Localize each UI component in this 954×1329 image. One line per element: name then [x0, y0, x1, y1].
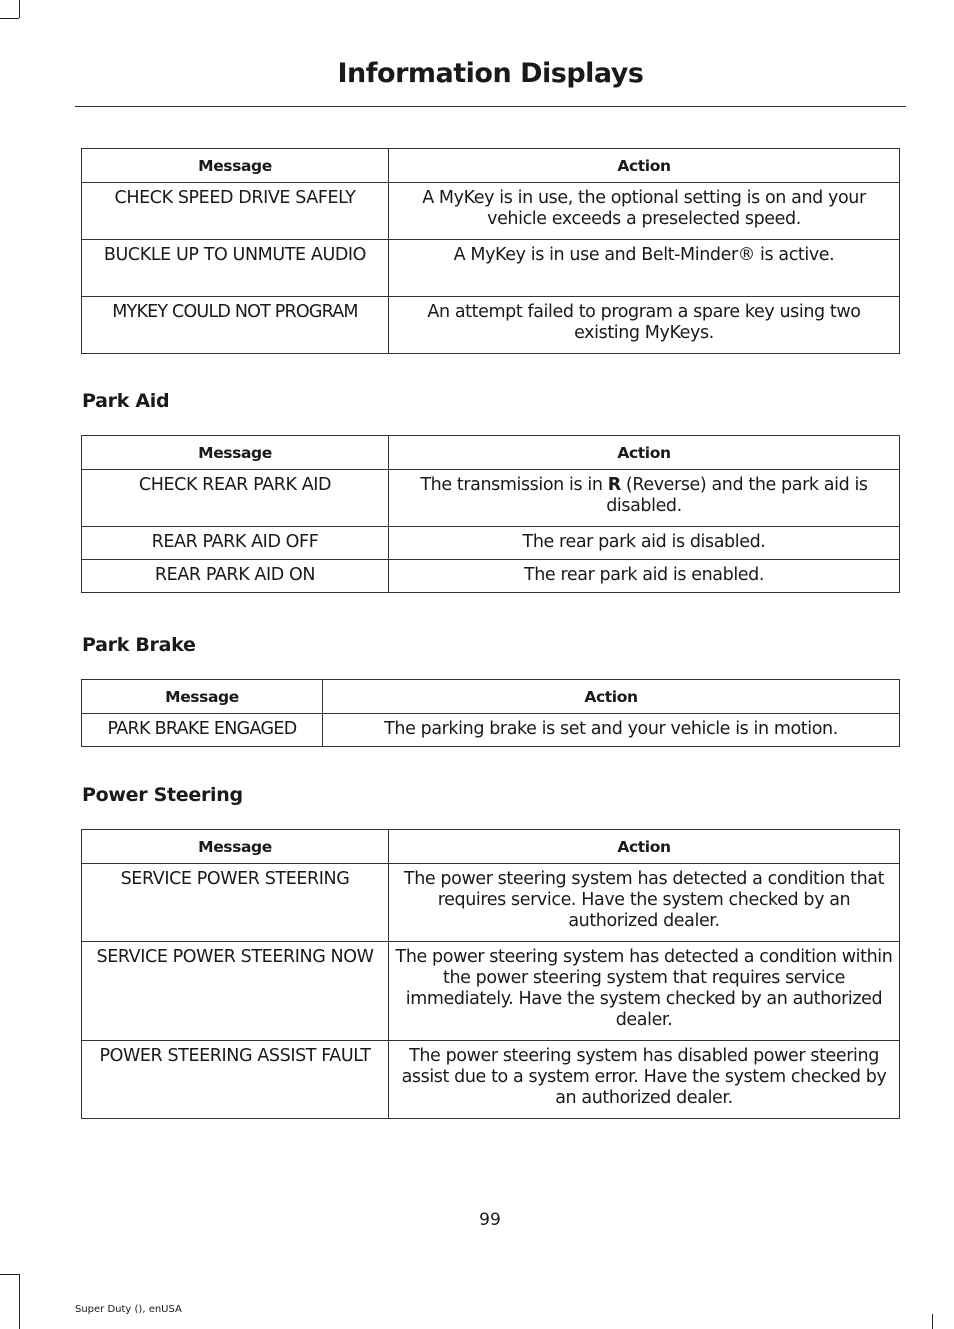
table-row: [82, 714, 900, 747]
action-cell: The power steering system has detected a condition within the power steering system that requires service immediately. Have the system checked by an authorized dealer.: [389, 942, 900, 1041]
table-row: [82, 527, 900, 560]
message-cell: MYKEY COULD NOT PROGRAM: [82, 297, 389, 354]
column-header-message: Message: [82, 680, 323, 714]
message-cell: CHECK SPEED DRIVE SAFELY: [82, 183, 389, 240]
message-cell: SERVICE POWER STEERING NOW: [82, 942, 389, 1041]
header-divider: [75, 106, 906, 107]
table-row: [82, 183, 900, 240]
action-cell: A MyKey is in use, the optional setting is on and your vehicle exceeds a preselected speed.: [389, 183, 900, 240]
page-title: Information Displays: [337, 58, 644, 89]
message-cell: POWER STEERING ASSIST FAULT: [82, 1041, 389, 1119]
message-cell: SERVICE POWER STEERING: [82, 864, 389, 942]
action-cell: The power steering system has disabled power steering assist due to a system error. Have the system checked by an authorized dealer.: [389, 1041, 900, 1119]
action-cell: The transmission is in R (Reverse) and the park aid is disabled.: [389, 470, 900, 527]
column-header-action: Action: [389, 149, 900, 183]
mykey-messages-table: [81, 148, 900, 354]
table-row: [82, 942, 900, 1041]
action-cell: The parking brake is set and your vehicle is in motion.: [323, 714, 900, 747]
table-row: [82, 240, 900, 297]
park-brake-table: [81, 679, 900, 747]
action-cell: The rear park aid is disabled.: [389, 527, 900, 560]
column-header-message: Message: [82, 830, 389, 864]
column-header-action: Action: [389, 830, 900, 864]
table-row: [82, 864, 900, 942]
crop-mark: [932, 1314, 933, 1329]
table-header-row: [82, 149, 900, 183]
power-steering-table: [81, 829, 900, 1119]
table-row: [82, 470, 900, 527]
column-header-message: Message: [82, 436, 389, 470]
park-aid-table: [81, 435, 900, 593]
section-title-park-aid: Park Aid: [82, 390, 170, 412]
footer-text: Super Duty (), enUSA: [75, 1304, 182, 1315]
crop-mark: [0, 18, 19, 19]
message-cell: BUCKLE UP TO UNMUTE AUDIO: [82, 240, 389, 297]
table-header-row: [82, 830, 900, 864]
action-cell: The power steering system has detected a condition that requires service. Have the system checked by an authorized dealer.: [389, 864, 900, 942]
crop-mark: [19, 1274, 20, 1329]
table-row: [82, 297, 900, 354]
message-cell: REAR PARK AID ON: [82, 560, 389, 593]
action-cell: An attempt failed to program a spare key using two existing MyKeys.: [389, 297, 900, 354]
section-title-power-steering: Power Steering: [82, 784, 243, 806]
table-header-row: [82, 436, 900, 470]
page-number: 99: [479, 1210, 501, 1230]
message-cell: CHECK REAR PARK AID: [82, 470, 389, 527]
column-header-action: Action: [323, 680, 900, 714]
action-cell: The rear park aid is enabled.: [389, 560, 900, 593]
table-row: [82, 1041, 900, 1119]
column-header-action: Action: [389, 436, 900, 470]
crop-mark: [19, 0, 20, 18]
section-title-park-brake: Park Brake: [82, 634, 196, 656]
crop-mark: [0, 1274, 19, 1275]
column-header-message: Message: [82, 149, 389, 183]
message-cell: REAR PARK AID OFF: [82, 527, 389, 560]
table-row: [82, 560, 900, 593]
table-header-row: [82, 680, 900, 714]
action-cell: A MyKey is in use and Belt-Minder® is active.: [389, 240, 900, 297]
message-cell: PARK BRAKE ENGAGED: [82, 714, 323, 747]
